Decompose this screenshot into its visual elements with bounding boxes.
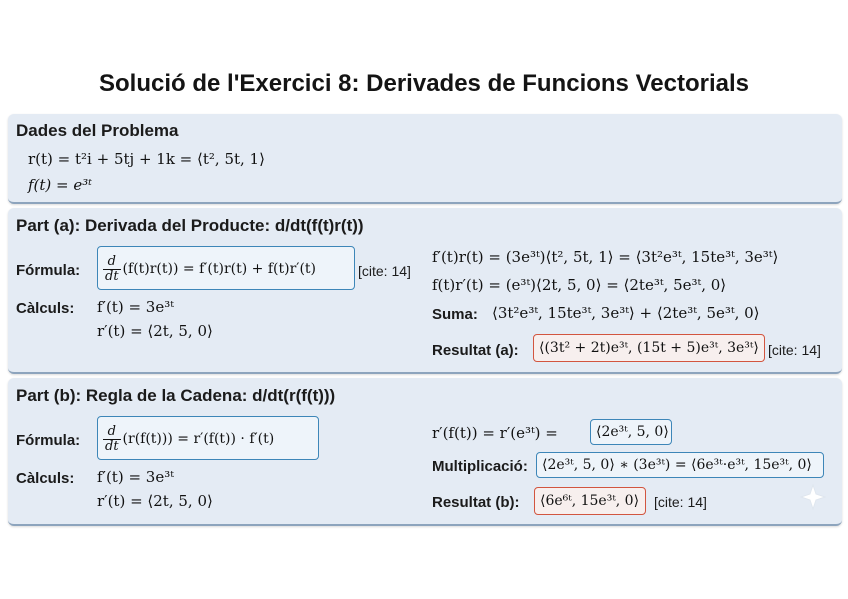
sparkle-icon [800,484,826,510]
part-a-calc-label: Càlculs: [16,300,75,317]
part-b-derivative-fraction: $\frac{d}{dt}$ [105,423,119,454]
part-b-result-cite: [cite: 14] [654,494,707,510]
part-a-sum-expr: ⟨3t²e³ᵗ, 15te³ᵗ, 3e³ᵗ⟩ + ⟨2te³ᵗ, 5e³ᵗ, 0⟩ [492,304,760,322]
part-a-result-label: Resultat (a): [432,342,519,359]
part-b-heading: Part (b): Regla de la Cadena: d/dt(r(f(t))) [16,386,336,405]
part-a-sum-label: Suma: [432,306,478,323]
part-a-derivative-fraction: $\frac{d}{dt}$ [105,253,119,284]
part-b-calc-2: r′(t) = ⟨2t, 5, 0⟩ [97,492,213,510]
part-b-result-label: Resultat (b): [432,494,520,511]
r-definition: r(t) = t²i + 5tj + 1k = ⟨t², 5t, 1⟩ [28,150,265,168]
part-a-formula-label: Fórmula: [16,262,81,279]
part-b-line-1-lhs: r′(f(t)) = r′(e³ᵗ) = [432,424,558,442]
f-definition: f(t) = e³ᵗ [28,176,92,194]
part-a-line-2: f(t)r′(t) = (e³ᵗ)⟨2t, 5, 0⟩ = ⟨2te³ᵗ, 5e³ᵗ, 0⟩ [432,276,727,294]
part-b-calc-1: f′(t) = 3e³ᵗ [97,468,174,486]
page-title: Solució de l'Exercici 8: Derivades de Funcions Vectorials [99,70,749,97]
part-a-result-cite: [cite: 14] [768,342,821,358]
data-heading: Dades del Problema [16,121,179,140]
part-b-formula-box [97,416,319,460]
part-a-result-box: ⟨(3t² + 2t)e³ᵗ, (15t + 5)e³ᵗ, 3e³ᵗ⟩ [533,334,765,362]
part-b-result-box: ⟨6e⁶ᵗ, 15e³ᵗ, 0⟩ [534,487,646,515]
part-a-calc-1: f′(t) = 3e³ᵗ [97,298,174,316]
part-b-mult-label: Multiplicació: [432,458,528,475]
part-a-panel [8,208,842,374]
part-b-panel [8,378,842,526]
part-a-formula-cite: [cite: 14] [358,263,411,279]
part-b-mult-box: ⟨2e³ᵗ, 5, 0⟩ ∗ (3e³ᵗ) = ⟨6e³ᵗ·e³ᵗ, 15e³ᵗ, 0⟩ [536,452,824,478]
part-a-calc-2: r′(t) = ⟨2t, 5, 0⟩ [97,322,213,340]
part-b-calc-label: Càlculs: [16,470,75,487]
part-b-formula-label: Fórmula: [16,432,81,449]
part-b-line-1-box: ⟨2e³ᵗ, 5, 0⟩ [590,419,672,445]
part-a-line-1: f′(t)r(t) = (3e³ᵗ)⟨t², 5t, 1⟩ = ⟨3t²e³ᵗ, 15te³ᵗ, 3e³ᵗ⟩ [432,248,779,266]
part-a-formula-expr: (f(t)r(t)) = f′(t)r(t) + f(t)r′(t) [122,261,317,277]
part-a-heading: Part (a): Derivada del Producte: d/dt(f(t)r(t)) [16,216,364,235]
part-a-formula-box [97,246,355,290]
part-b-formula-expr: (r(f(t))) = r′(f(t)) · f′(t) [122,431,275,447]
data-panel [8,114,842,204]
